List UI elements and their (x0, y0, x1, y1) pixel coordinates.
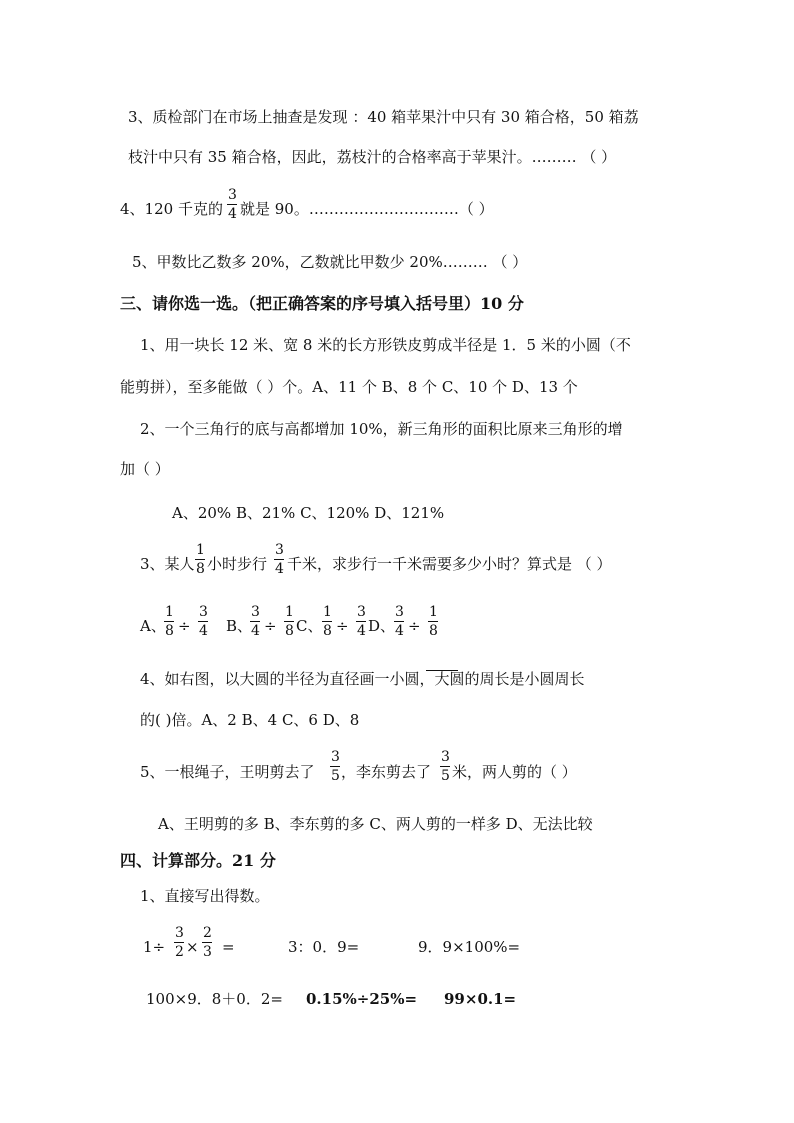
c3-frac1 (195, 543, 205, 576)
c3-p2: 小时步行 (207, 555, 268, 573)
q4-fraction (227, 188, 237, 221)
c3-a-n2: 3 (199, 604, 208, 620)
c3-optB-div: ÷ (264, 617, 277, 635)
c3-d-n2: 1 (429, 604, 438, 620)
c3-optD-label: D、 (368, 617, 396, 635)
q4-post: 就是 90。…………………………（ ） (240, 200, 494, 218)
d1-e4: 100×9．8＋0．2= (146, 990, 283, 1008)
c5-frac2-den: 5 (441, 768, 450, 784)
c3-optA-label: A、 (140, 617, 166, 635)
c3-frac2-den: 4 (275, 561, 284, 577)
c3-optD-frac2 (428, 605, 438, 638)
d1-e2: 3：0．9= (288, 938, 360, 956)
c3-c-d1: 8 (323, 623, 332, 639)
q5-line: 5、甲数比乙数多 20%，乙数就比甲数少 20%……… （ ） (132, 253, 528, 271)
c3-b-d1: 4 (251, 623, 260, 639)
c3-optA-frac2 (198, 605, 208, 638)
c2-options: A、20% B、21% C、120% D、121% (172, 504, 445, 522)
d1-e1-f2-den: 3 (203, 944, 212, 960)
c3-a-n1: 1 (165, 604, 174, 620)
c3-frac1-num: 1 (196, 542, 205, 558)
c3-c-n1: 1 (323, 604, 332, 620)
c4-line2: 的( )倍。A、2 B、4 C、6 D、8 (140, 711, 360, 729)
c3-frac2 (274, 543, 284, 576)
c5-frac1 (330, 750, 340, 783)
q3-line2: 枝汁中只有 35 箱合格，因此，荔枝汁的合格率高于苹果汁。……… （ ） (128, 148, 617, 166)
d1-e1-pre: 1÷ (143, 938, 166, 956)
d1-e1-times: × (186, 938, 199, 956)
d1-e3: 9．9×100%= (418, 938, 521, 956)
c2-line1: 2、一个三角行的底与高都增加 10%，新三角形的面积比原来三角形的增 (140, 420, 623, 438)
d1-e1-f1-den: 2 (175, 944, 184, 960)
c3-b-n2: 1 (285, 604, 294, 620)
c3-optB-frac1 (250, 605, 260, 638)
c3-optC-frac1 (322, 605, 332, 638)
d1-e6: 99×0.1= (444, 990, 517, 1008)
c5-frac2-num: 3 (441, 749, 450, 765)
q4-frac-denominator: 4 (228, 206, 237, 222)
c1-line1: 1、用一块长 12 米、宽 8 米的长方形铁皮剪成半径是 1．5 米的小圆（不 (140, 336, 631, 354)
d1-e5: 0.15%÷25%= (306, 990, 418, 1008)
c3-optC-div: ÷ (336, 617, 349, 635)
c3-d-d2: 8 (429, 623, 438, 639)
c3-c-n2: 3 (357, 604, 366, 620)
c4-line1: 4、如右图，以大圆的半径为直径画一小圆，大圆的周长是小圆周长 (140, 670, 585, 688)
c1-line2: 能剪拼），至多能做（ ）个。A、11 个 B、8 个 C、10 个 D、13 个 (120, 378, 578, 396)
c5-frac2 (440, 750, 450, 783)
c3-a-d2: 4 (199, 623, 208, 639)
c3-a-d1: 8 (165, 623, 174, 639)
c3-optD-frac1 (394, 605, 404, 638)
c5-p2: ，李东剪去了 (341, 763, 432, 781)
c5-frac1-num: 3 (331, 749, 340, 765)
c3-optD-div: ÷ (408, 617, 421, 635)
c3-d-d1: 4 (395, 623, 404, 639)
c3-optB-label: B、 (226, 617, 253, 635)
c5-p1: 5、一根绳子，王明剪去了 (140, 763, 315, 781)
q4-pre: 4、120 千克的 (120, 200, 223, 218)
q4-frac-numerator: 3 (228, 187, 237, 203)
d1-title: 1、直接写出得数。 (140, 887, 270, 905)
c3-p3: 千米，求步行一千米需要多少小时？算式是 （ ） (287, 555, 612, 573)
q3-line1: 3、质检部门在市场上抽查是发现 ：40 箱苹果汁中只有 30 箱合格，50 箱荔 (128, 108, 639, 126)
d1-e1-post: = (222, 938, 235, 956)
c3-d-n1: 3 (395, 604, 404, 620)
d1-e1-frac1 (174, 926, 184, 959)
section4-title: 四、计算部分。21 分 (120, 851, 276, 870)
c3-c-d2: 4 (357, 623, 366, 639)
section3-title: 三、请你选一选。（把正确答案的序号填入括号里）10 分 (120, 294, 524, 313)
d1-e1-f1-num: 3 (175, 925, 184, 941)
c3-p1: 3、某人 (140, 555, 195, 573)
c5-frac1-den: 5 (331, 768, 340, 784)
c3-b-n1: 3 (251, 604, 260, 620)
c5-p3: 米，两人剪的（ ） (452, 763, 577, 781)
c3-frac1-den: 8 (196, 561, 205, 577)
c3-optC-frac2 (356, 605, 366, 638)
c3-frac2-num: 3 (275, 542, 284, 558)
c3-optC-label: C、 (296, 617, 323, 635)
c3-optA-frac1 (164, 605, 174, 638)
c5-options: A、王明剪的多 B、李东剪的多 C、两人剪的一样多 D、无法比较 (158, 815, 593, 833)
c2-line2: 加（ ） (120, 460, 170, 478)
c3-optB-frac2 (284, 605, 294, 638)
c3-optA-div: ÷ (178, 617, 191, 635)
d1-e1-frac2 (202, 926, 212, 959)
d1-e1-f2-num: 2 (203, 925, 212, 941)
c3-b-d2: 8 (285, 623, 294, 639)
